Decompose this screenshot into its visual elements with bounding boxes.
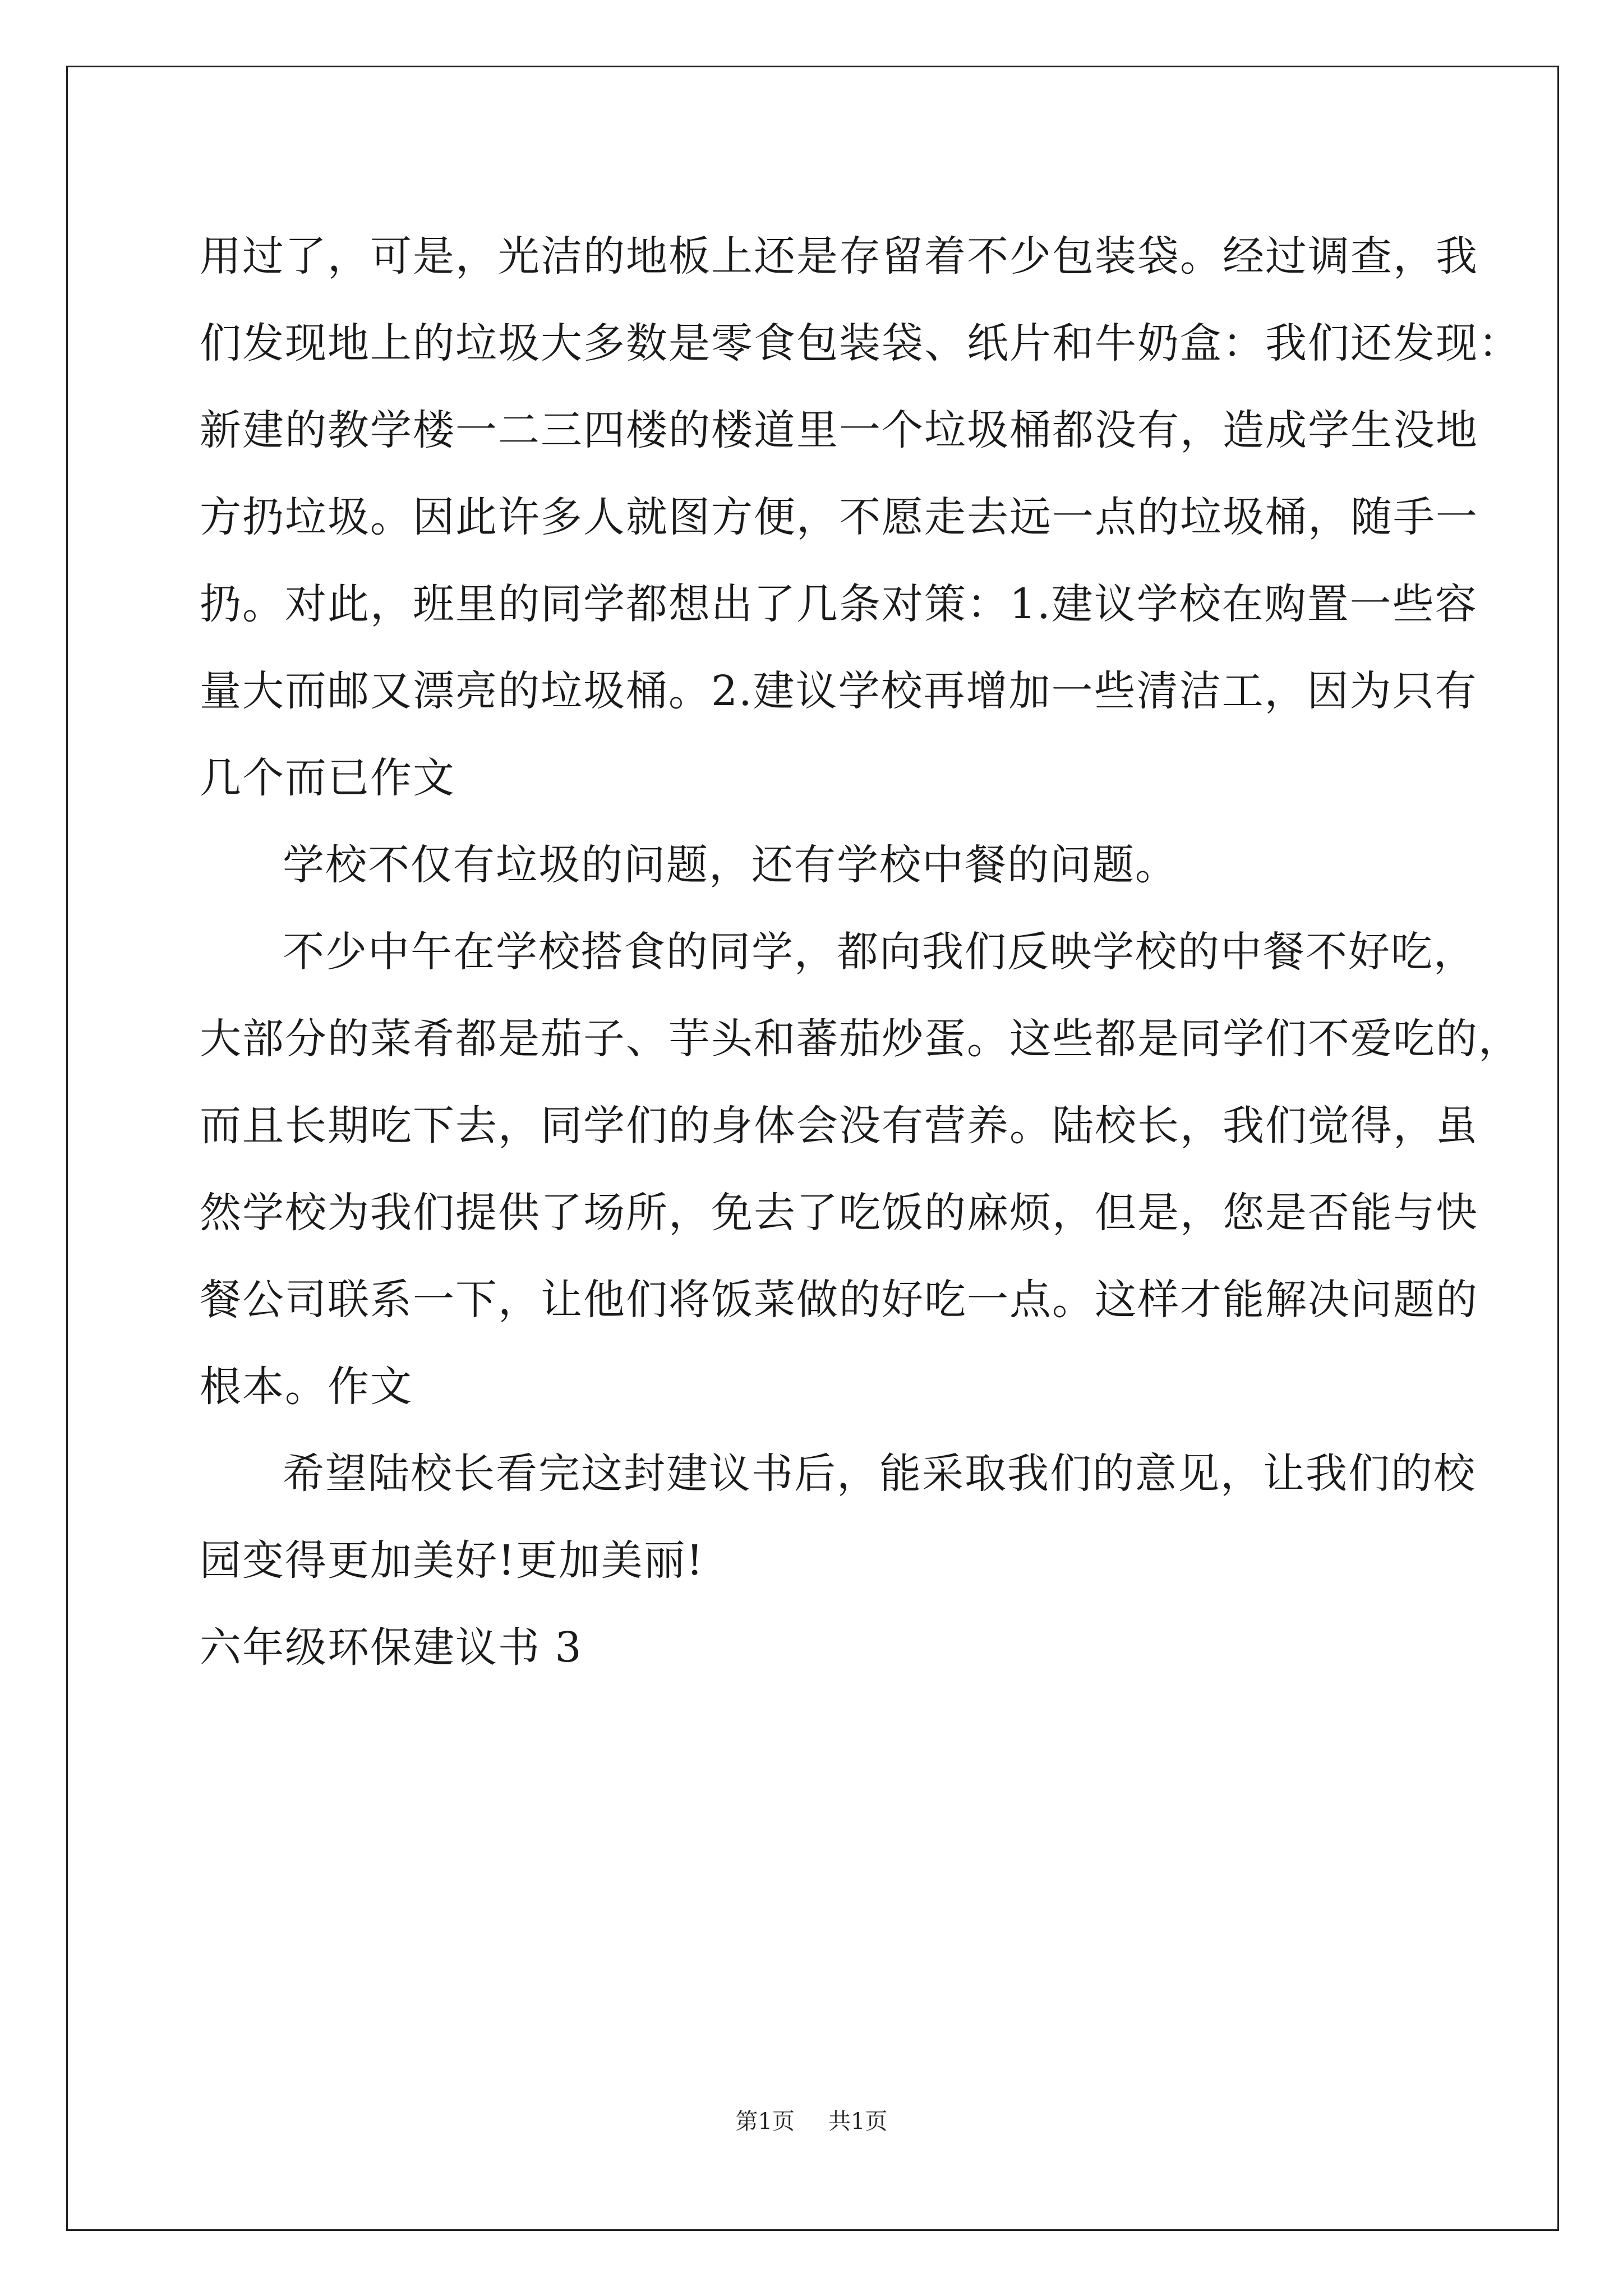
document-body [200, 213, 1521, 1691]
paragraph-trash-survey [200, 213, 1521, 822]
section-heading: 六年级环保建议书 3 [200, 1623, 583, 1672]
text-line: 扔。对此，班里的同学都想出了几条对策：1.建议学校在购置一些容 [200, 580, 1478, 628]
paragraph-lunch-issue [200, 909, 1521, 1430]
text-line: 几个而已作文 [200, 754, 455, 802]
text-line: 用过了，可是，光洁的地板上还是存留着不少包装袋。经过调查，我 [200, 232, 1478, 280]
text-line: 餐公司联系一下，让他们将饭菜做的好吃一点。这样才能解决问题的 [200, 1276, 1478, 1324]
text-line: 不少中午在学校搭食的同学，都向我们反映学校的中餐不好吃， [283, 928, 1476, 976]
paragraph-lunch-intro [200, 822, 1428, 909]
text-line: 量大而邮又漂亮的垃圾桶。2.建议学校再增加一些清洁工，因为只有 [200, 667, 1478, 715]
text-line: 大部分的菜肴都是茄子、芋头和蕃茄炒蛋。这些都是同学们不爱吃的， [200, 1015, 1521, 1063]
text-line: 而且长期吃下去，同学们的身体会没有营养。陆校长，我们觉得，虽 [200, 1102, 1478, 1150]
text-line: 方扔垃圾。因此许多人就图方便，不愿走去远一点的垃圾桶，随手一 [200, 493, 1478, 541]
text-line: 学校不仅有垃圾的问题，还有学校中餐的问题。 [283, 841, 1178, 889]
text-line: 们发现地上的垃圾大多数是零食包装袋、纸片和牛奶盒：我们还发现： [200, 319, 1521, 367]
page-footer [0, 2105, 1623, 2138]
text-line: 园变得更加美好!更加美丽! [200, 1536, 704, 1585]
page-number-current: 第1页 [735, 2109, 795, 2134]
text-line: 希望陆校长看完这封建议书后，能采取我们的意见，让我们的校 [283, 1450, 1476, 1498]
page-number-total: 共1页 [828, 2109, 888, 2134]
section-heading-paragraph [200, 1604, 1428, 1691]
paragraph-closing [200, 1430, 1476, 1604]
text-line: 然学校为我们提供了场所，免去了吃饭的麻烦，但是，您是否能与快 [200, 1189, 1478, 1237]
text-line: 根本。作文 [200, 1363, 413, 1411]
text-line: 新建的教学楼一二三四楼的楼道里一个垃圾桶都没有，造成学生没地 [200, 406, 1478, 454]
